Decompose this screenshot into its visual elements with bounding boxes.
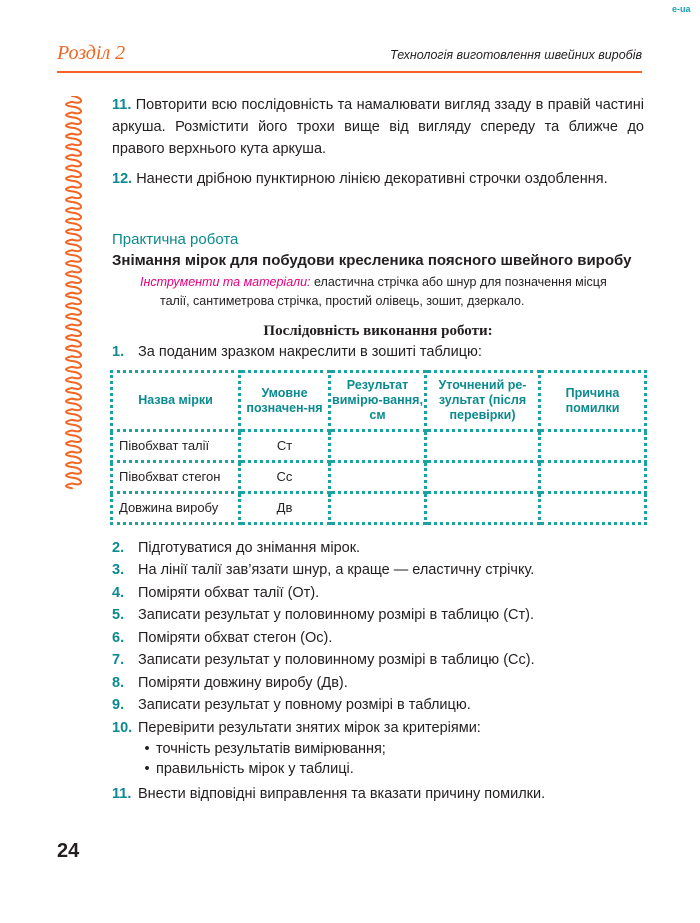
measure-name: Півобхват талії	[112, 430, 240, 461]
step-text: Записати результат у повному розмірі в таблицю.	[138, 697, 471, 713]
step-text: Записати результат у половинному розмірі в таблицю (Ст).	[138, 607, 535, 623]
tools-text-1: еластична стрічка або шнур для позначення місця	[313, 275, 607, 289]
sequence-heading: Послідовність виконання роботи:	[263, 323, 493, 339]
sub-bullet	[112, 759, 644, 779]
measure-code: Ст	[240, 430, 330, 461]
step-number: 6.	[112, 629, 125, 646]
sub-bullet-text: точність результатів вимірювання;	[156, 741, 386, 757]
sub-bullet-text: правильність мірок у таблиці.	[156, 761, 354, 777]
step-number: 11.	[112, 786, 132, 802]
work-title: Знімання мірок для побудови кресленика поясного швейного виробу	[112, 252, 632, 269]
step-4	[112, 582, 644, 605]
table-header-cell: Причина помилки	[540, 371, 646, 430]
spiral-binding-decoration	[62, 96, 82, 494]
measure-code: Сс	[240, 461, 330, 492]
empty-cell	[540, 430, 646, 461]
empty-cell	[330, 430, 426, 461]
step-text: За поданим зразком накреслити в зошиті таблицю:	[138, 344, 482, 360]
step-7	[112, 649, 644, 672]
step-number: 8.	[112, 674, 125, 691]
page-number: 24	[57, 840, 80, 862]
step-text: Внести відповідні виправлення та вказати причину помилки.	[138, 786, 546, 802]
sub-bullet	[112, 739, 644, 759]
running-title: Технологія виготовлення швейних виробів	[389, 48, 642, 62]
step-5	[112, 604, 644, 627]
table-header-cell: Результат вимірю-вання, см	[330, 371, 426, 430]
step-9	[112, 694, 644, 717]
step-text: Записати результат у половинному розмірі в таблицю (Сс).	[138, 652, 535, 668]
step-number: 11.	[112, 97, 132, 113]
tools-label: Інструменти та матеріали:	[140, 275, 311, 289]
step-10	[112, 717, 644, 740]
step-text: Нанести дрібною пунктирною лінією декоративні строчки оздоблення.	[136, 171, 608, 187]
step-number: 10.	[112, 719, 133, 736]
measure-name: Півобхват стегон	[112, 461, 240, 492]
step-text: Поміряти обхват талії (От).	[138, 584, 320, 601]
bullet-icon: •	[144, 761, 150, 777]
empty-cell	[426, 461, 540, 492]
table-row	[112, 430, 646, 461]
step-text: Підготуватися до знімання мірок.	[138, 539, 361, 556]
step-text: Повторити всю послідовність та намалювати вигляд ззаду в правій частині аркуша. Розмістити його трохи вище від вигляду спереду та ближче до правого верхнього кута аркуша.	[112, 97, 644, 157]
table-header-row	[112, 371, 646, 430]
chapter-label: Розділ 2	[57, 42, 126, 64]
empty-cell	[540, 461, 646, 492]
step-number: 5.	[112, 607, 125, 623]
step-number: 3.	[112, 562, 125, 578]
empty-cell	[540, 492, 646, 523]
empty-cell	[330, 492, 426, 523]
table-row	[112, 461, 646, 492]
table-header-cell: Назва мірки	[112, 371, 240, 430]
step-number: 9.	[112, 697, 125, 713]
measure-code: Дв	[240, 492, 330, 523]
step-2	[112, 537, 644, 560]
step-11-final	[112, 783, 644, 806]
step-number: 2.	[112, 539, 125, 556]
step-number: 7.	[112, 652, 125, 668]
bullet-icon: •	[144, 741, 150, 757]
table-row	[112, 492, 646, 523]
step-number: 1.	[112, 344, 125, 360]
step-text: Перевірити результати знятих мірок за критеріями:	[138, 719, 481, 736]
step-1	[112, 341, 644, 364]
empty-cell	[426, 492, 540, 523]
step-8	[112, 672, 644, 695]
header-rule	[57, 71, 642, 73]
empty-cell	[330, 461, 426, 492]
step-text: Поміряти довжину виробу (Дв).	[138, 674, 348, 691]
empty-cell	[426, 430, 540, 461]
step-text: На лінії талії зав’язати шнур, а краще — еластичну стрічку.	[138, 562, 535, 578]
step-number: 12.	[112, 171, 133, 187]
intro-step-11	[112, 94, 644, 160]
measure-name: Довжина виробу	[112, 492, 240, 523]
tools-text-2: талії, сантиметрова стрічка, простий олівець, зошит, дзеркало.	[160, 294, 525, 308]
tools-and-materials	[140, 273, 644, 311]
page-content	[112, 94, 644, 806]
table-header-cell: Уточнений ре-зультат (після перевірки)	[426, 371, 540, 430]
measurement-table	[110, 370, 647, 525]
intro-step-12	[112, 168, 644, 190]
step-3	[112, 559, 644, 582]
table-header-cell: Умовне позначен-ня	[240, 371, 330, 430]
publisher-logo: e-ua	[672, 4, 691, 14]
step-number: 4.	[112, 584, 125, 601]
step-6	[112, 627, 644, 650]
practice-label: Практична робота	[112, 231, 239, 248]
step-text: Поміряти обхват стегон (Ос).	[138, 629, 333, 646]
